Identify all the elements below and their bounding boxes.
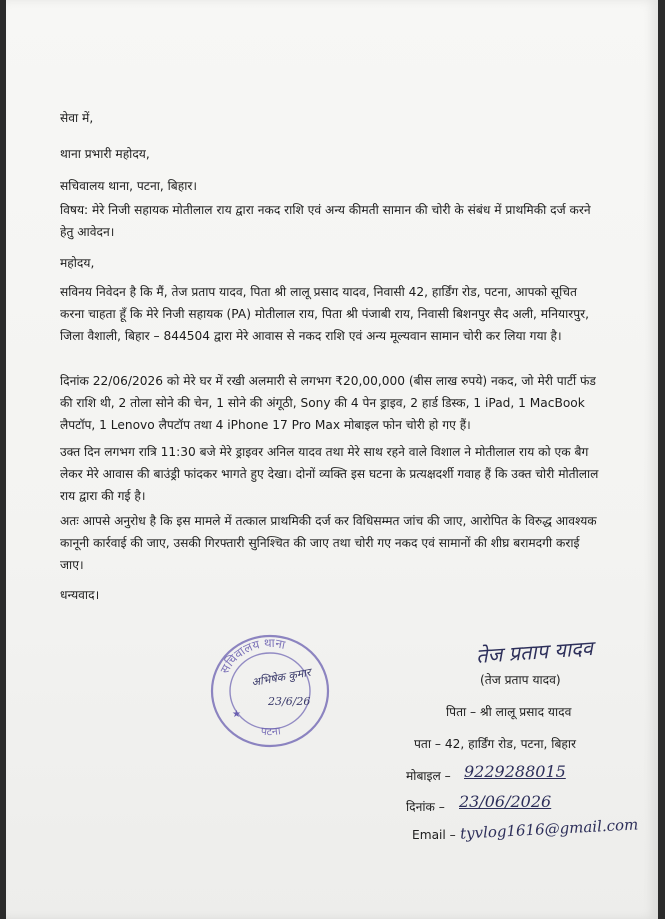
letter-page (6, 0, 658, 919)
date-label: दिनांक – (406, 800, 445, 814)
stamp-date: 23/6/26 (268, 695, 311, 708)
recipient-address: सचिवालय थाना, पटना, बिहार। (60, 179, 197, 193)
stamp-signature: अभिषेक कुमार (250, 665, 312, 690)
signatory-father: पिता – श्री लालू प्रसाद यादव (446, 705, 572, 719)
paragraph-witnesses: उक्त दिन लगभग रात्रि 11:30 बजे मेरे ड्राइवर अनिल यादव तथा मेरे साथ रहने वाले विशाल ने मोतीलाल राय को एक बैग लेकर मेरे आवास की बाउंड्री फांदकर भागते हुए देखा। दोनों व्यक्ति इस घटना के प्रत्यक्षदर्शी गवाह हैं कि उक्त चोरी मोतीलाल राय द्वारा की गई है। (60, 445, 599, 503)
signatory-address: पता – 42, हार्डिंग रोड, पटना, बिहार (414, 737, 577, 751)
mobile-label: मोबाइल – (406, 769, 451, 783)
paragraph-stolen-items: दिनांक 22/06/2026 को मेरे घर में रखी अलमारी से लगभग ₹20,00,000 (बीस लाख रुपये) नकद, जो मेरी पार्टी फंड की राशि थी, 2 तोला सोने की चेन, 1 सोने की अंगूठी, Sony की 4 पेन ड्राइव, 2 हार्ड डिस्क, 1 iPad, 1 MacBook लैपटॉप, 1 Lenovo लैपटॉप तथा 4 iPhone 17 Pro Max मोबाइल फोन चोरी हो गए हैं। (60, 374, 596, 432)
greeting: महोदय, (60, 256, 95, 270)
paragraph-request: अतः आपसे अनुरोध है कि इस मामले में तत्काल प्राथमिकी दर्ज कर विधिसम्मत जांच की जाए, आरोपित के विरुद्ध आवश्यक कानूनी कार्रवाई की जाए, उसकी गिरफ्तारी सुनिश्चित की जाए तथा चोरी गए नकद एवं सामानों की शीघ्र बरामदगी कराई जाए। (60, 514, 597, 572)
paragraph-complaint: सविनय निवेदन है कि मैं, तेज प्रताप यादव, पिता श्री लालू प्रसाद यादव, निवासी 42, हार्डिंग रोड, पटना, आपको सूचित करना चाहता हूँ कि मेरे निजी सहायक (PA) मोतीलाल राय, पिता श्री पंजाबी राय, निवासी बिशनपुर सैद अली, मनियारपुर, जिला वैशाली, बिहार – 844504 द्वारा मेरे आवास से नकद राशि एवं अन्य मूल्यवान सामान चोरी कर लिया गया है। (60, 285, 590, 343)
subject-line: विषय: मेरे निजी सहायक मोतीलाल राय द्वारा नकद राशि एवं अन्य कीमती सामान की चोरी के संबंध में प्राथमिकी दर्ज करने हेतु आवेदन। (60, 203, 591, 239)
stamp-bottom-text: पटना (259, 724, 282, 739)
svg-text:पटना (260, 724, 282, 738)
email-value: tyvlog1616@gmail.com (459, 815, 639, 843)
svg-text:सचिवालय थाना (217, 636, 287, 676)
police-station-stamp (210, 633, 334, 749)
salutation-to: सेवा में, (60, 111, 94, 125)
mobile-value: 9229288015 (464, 762, 566, 781)
recipient-title: थाना प्रभारी महोदय, (60, 147, 150, 161)
date-value: 23/06/2026 (459, 792, 552, 811)
handwritten-signature: तेज प्रताप यादव (475, 635, 594, 669)
email-label: Email – (412, 828, 456, 842)
closing-thanks: धन्यवाद। (60, 588, 100, 602)
star-icon: ★ (232, 709, 241, 720)
signatory-name: (तेज प्रताप यादव) (480, 673, 561, 687)
stamp-top-text: सचिवालय थाना (217, 635, 287, 676)
